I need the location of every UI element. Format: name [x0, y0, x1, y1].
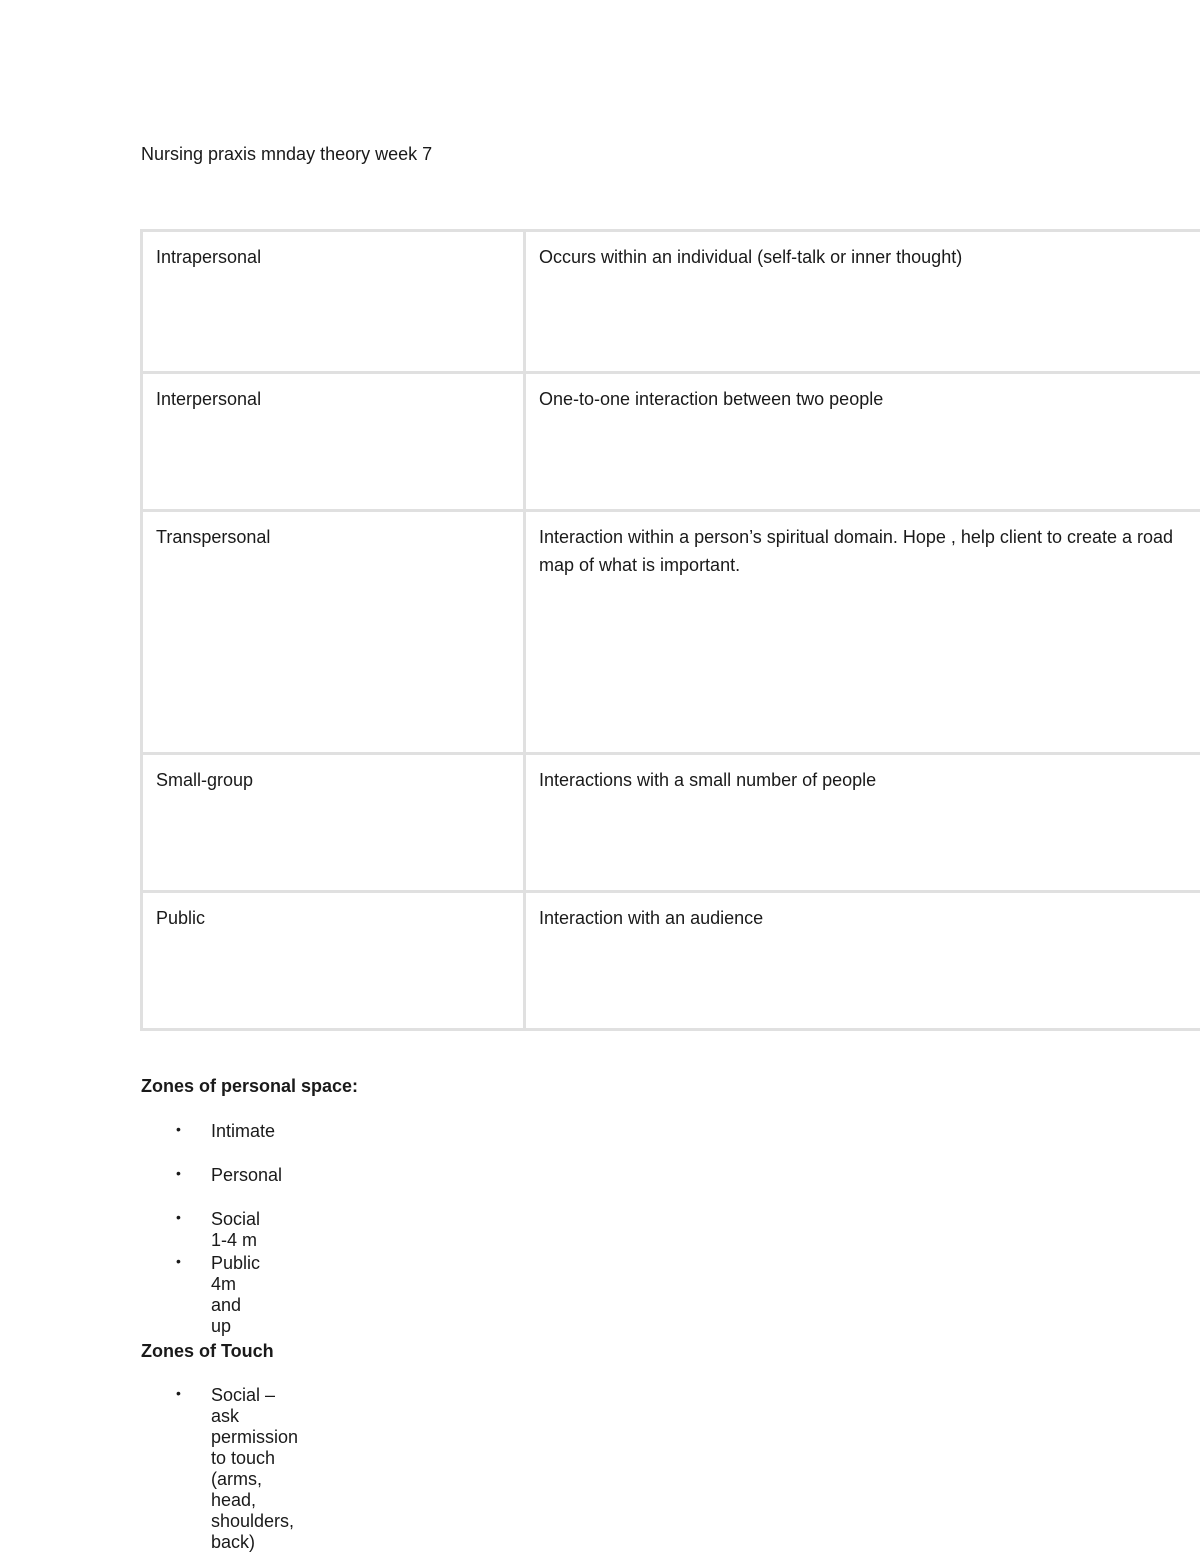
definition-cell: Interactions with a small number of people [525, 754, 1200, 892]
table-row [142, 231, 1200, 373]
bullet-icon: • [176, 1165, 181, 1181]
document-title: Nursing praxis mnday theory week 7 [141, 144, 433, 164]
list-item-text: Social – ask permission to touch (arms, head, shoulders, back) [211, 1385, 299, 1552]
personal-space-heading: Zones of personal space: [141, 1076, 359, 1096]
definition-cell: Interaction with an audience [525, 892, 1200, 1030]
definition-cell: Occurs within an individual (self-talk or inner thought) [525, 231, 1200, 373]
term-cell: Public [142, 892, 525, 1030]
bullet-icon: • [176, 1385, 181, 1401]
bullet-icon: • [176, 1121, 181, 1137]
definition-cell: One-to-one interaction between two people [525, 373, 1200, 511]
table-row [142, 373, 1200, 511]
list-item-text: Public 4m and up [211, 1253, 261, 1336]
table-row [142, 754, 1200, 892]
definition-cell [525, 511, 1200, 754]
list-item-text: Personal [211, 1165, 283, 1185]
list-item-text: Intimate [211, 1121, 276, 1141]
definition-text: Interaction within a person’s spiritual domain. Hope , help client to create a road map of what is important. [539, 527, 1174, 575]
term-cell: Intrapersonal [142, 231, 525, 373]
term-cell: Small-group [142, 754, 525, 892]
table-row [142, 511, 1200, 754]
list-item-text: Social 1-4 m [211, 1209, 261, 1250]
table-row [142, 892, 1200, 1030]
bullet-icon: • [176, 1209, 181, 1225]
bullet-icon: • [176, 1253, 181, 1269]
communication-types-table [140, 229, 1200, 1031]
touch-zones-heading: Zones of Touch [141, 1341, 274, 1361]
term-cell: Interpersonal [142, 373, 525, 511]
term-cell: Transpersonal [142, 511, 525, 754]
